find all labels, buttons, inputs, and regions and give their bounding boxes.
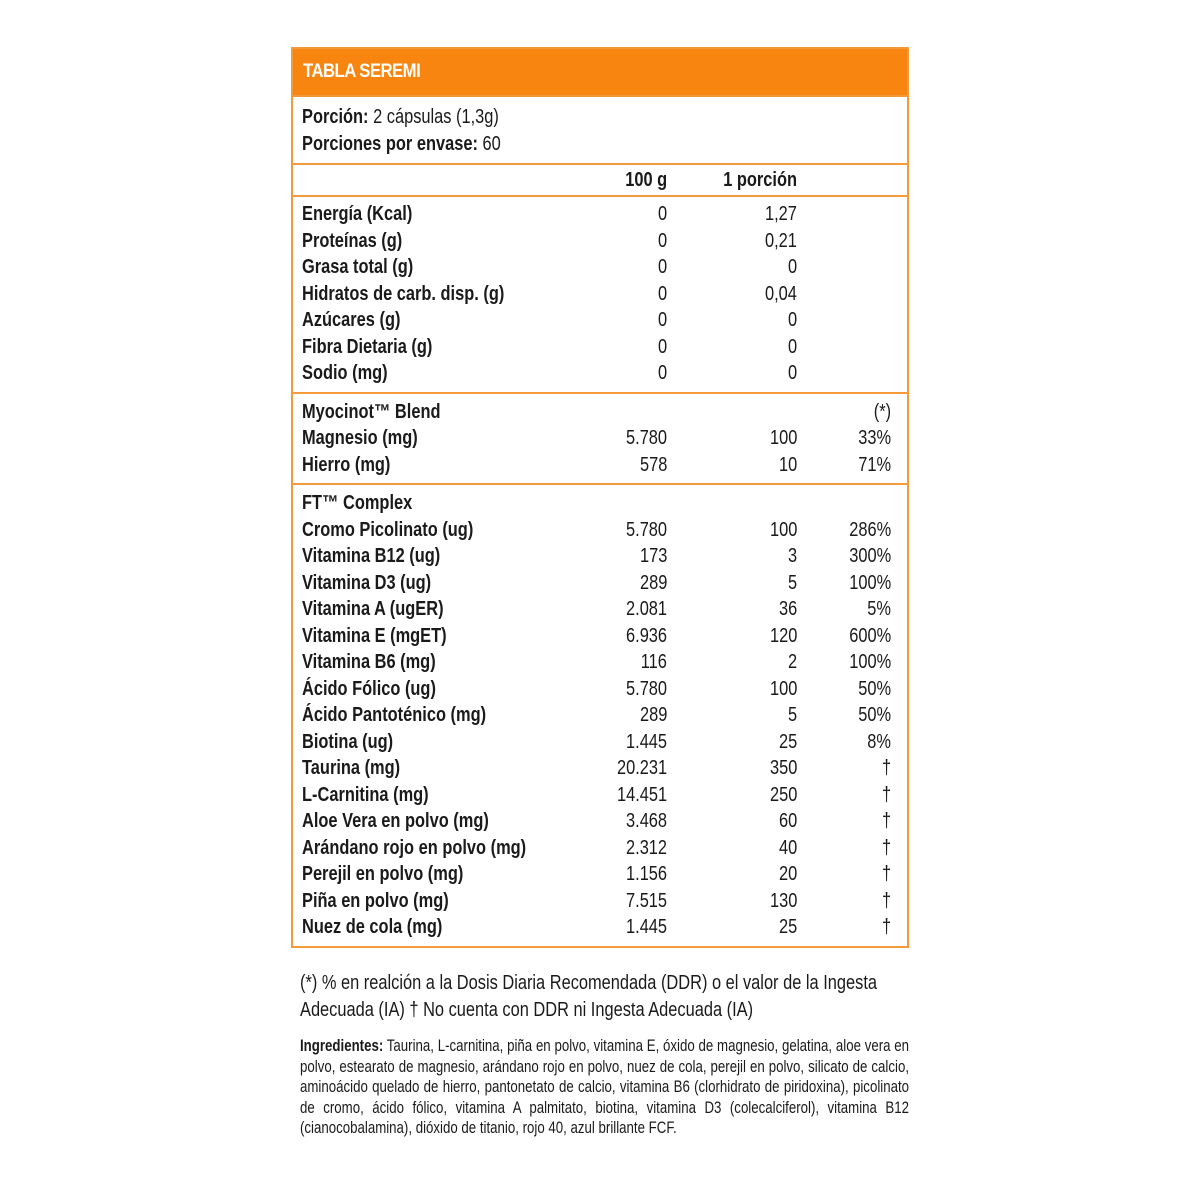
- table-row: [302, 543, 898, 570]
- value-per-portion: 10: [778, 453, 797, 476]
- value-dv: 8%: [867, 730, 891, 753]
- ingredients-label: Ingredientes:: [300, 1036, 384, 1055]
- nutrient-name: L-Carnitina (mg): [302, 783, 429, 806]
- nutrient-name: Proteínas (g): [302, 229, 403, 252]
- value-per100: 1.445: [625, 730, 667, 753]
- value-dv: †: [881, 863, 891, 886]
- table-row: [302, 782, 898, 809]
- table-header: [293, 49, 907, 95]
- complex-section: [293, 483, 907, 946]
- value-per100: 5.780: [625, 677, 667, 700]
- value-dv: †: [881, 757, 891, 780]
- value-per100: 2.312: [625, 836, 667, 859]
- dv-header: (*): [873, 400, 891, 423]
- table-row: [302, 596, 898, 623]
- nutrient-name: Hierro (mg): [302, 453, 391, 476]
- value-dv: †: [881, 889, 891, 912]
- value-per-portion: 100: [769, 427, 797, 450]
- table-row: [302, 835, 898, 862]
- value-per-portion: 0: [787, 309, 797, 332]
- complex-title: FT™ Complex: [302, 492, 413, 515]
- value-per100: 578: [639, 453, 667, 476]
- value-dv: 600%: [849, 624, 891, 647]
- nutrient-name: Sodio (mg): [302, 362, 388, 385]
- nutrient-name: Fibra Dietaria (g): [302, 335, 433, 358]
- nutrient-name: Vitamina D3 (ug): [302, 571, 432, 594]
- value-per-portion: 0,21: [765, 229, 797, 252]
- value-per100: 14.451: [616, 783, 667, 806]
- table-row: [302, 228, 898, 255]
- nutrient-name: Cromo Picolinato (ug): [302, 518, 474, 541]
- blend-title: Myocinot™ Blend: [302, 400, 441, 423]
- table-row: [302, 808, 898, 835]
- nutrient-name: Vitamina E (mgET): [302, 624, 447, 647]
- table-row: [302, 254, 898, 281]
- table-row: [302, 702, 898, 729]
- value-per-portion: 350: [769, 757, 797, 780]
- table-row: [302, 676, 898, 703]
- nutrient-name: Ácido Pantoténico (mg): [302, 704, 487, 727]
- value-dv: 50%: [858, 677, 891, 700]
- nutrient-name: Hidratos de carb. disp. (g): [302, 282, 505, 305]
- col-per100: 100 g: [625, 169, 667, 191]
- nutrient-name: Ácido Fólico (ug): [302, 677, 436, 700]
- value-per-portion: 0: [787, 335, 797, 358]
- servings-label: Porciones por envase:: [302, 132, 478, 155]
- value-per-portion: 250: [769, 783, 797, 806]
- value-per100: 3.468: [625, 810, 667, 833]
- nutrient-name: Taurina (mg): [302, 757, 401, 780]
- value-per-portion: 5: [787, 571, 797, 594]
- value-per-portion: 20: [778, 863, 797, 886]
- value-dv: 286%: [849, 518, 891, 541]
- value-per100: 20.231: [616, 757, 667, 780]
- nutrient-name: Vitamina B12 (ug): [302, 545, 441, 568]
- value-per100: 5.780: [625, 427, 667, 450]
- value-per-portion: 36: [778, 598, 797, 621]
- value-per-portion: 5: [787, 704, 797, 727]
- portion-value: 2 cápsulas (1,3g): [373, 105, 499, 128]
- value-per100: 0: [657, 362, 667, 385]
- nutrient-name: Azúcares (g): [302, 309, 401, 332]
- footnote-text: (*) % en realción a la Dosis Diaria Recomendada (DDR) o el valor de la Ingesta Adecuada (IA) † No cuenta con DDR ni Ingesta Adecuada (IA): [300, 972, 877, 1021]
- value-dv: †: [881, 916, 891, 939]
- value-per100: 7.515: [625, 889, 667, 912]
- value-dv: †: [881, 783, 891, 806]
- value-per100: 0: [657, 256, 667, 279]
- column-headers: [293, 163, 907, 195]
- nutrient-name: Vitamina B6 (mg): [302, 651, 436, 674]
- value-per-portion: 120: [769, 624, 797, 647]
- value-per100: 116: [640, 651, 667, 674]
- value-dv: 300%: [849, 545, 891, 568]
- nutrients-section: [293, 195, 907, 392]
- value-per-portion: 100: [769, 677, 797, 700]
- portion-label: Porción:: [302, 105, 369, 128]
- value-dv: 71%: [858, 453, 891, 476]
- value-dv: †: [881, 836, 891, 859]
- value-per100: 0: [657, 203, 667, 226]
- table-row: [302, 861, 898, 888]
- value-per100: 0: [657, 229, 667, 252]
- servings-value: 60: [482, 132, 501, 155]
- nutrient-name: Nuez de cola (mg): [302, 916, 443, 939]
- value-per100: 5.780: [625, 518, 667, 541]
- value-dv: 50%: [858, 704, 891, 727]
- table-row: [302, 888, 898, 915]
- table-row: [302, 425, 898, 452]
- value-per100: 173: [639, 545, 667, 568]
- value-dv: 33%: [858, 427, 891, 450]
- value-per-portion: 3: [787, 545, 797, 568]
- value-per100: 0: [657, 282, 667, 305]
- value-per100: 289: [639, 704, 667, 727]
- nutrient-name: Vitamina A (ugER): [302, 598, 444, 621]
- col-per-portion: 1 porción: [723, 169, 797, 191]
- value-per-portion: 25: [778, 730, 797, 753]
- nutrient-name: Grasa total (g): [302, 256, 414, 279]
- value-per100: 1.445: [625, 916, 667, 939]
- table-row: [302, 729, 898, 756]
- table-row: [302, 623, 898, 650]
- nutrient-name: Arándano rojo en polvo (mg): [302, 836, 527, 859]
- table-row: [302, 334, 898, 361]
- serving-info: [293, 95, 907, 163]
- value-per-portion: 100: [769, 518, 797, 541]
- value-per-portion: 25: [778, 916, 797, 939]
- value-per-portion: 60: [778, 810, 797, 833]
- blend-section: [293, 392, 907, 484]
- value-per-portion: 130: [769, 889, 797, 912]
- nutrition-table: [291, 47, 909, 948]
- value-per-portion: 0: [787, 362, 797, 385]
- table-row: [302, 307, 898, 334]
- value-per-portion: 0: [787, 256, 797, 279]
- value-per100: 289: [639, 571, 667, 594]
- value-dv: 100%: [849, 651, 891, 674]
- nutrient-name: Energía (Kcal): [302, 203, 413, 226]
- value-per100: 2.081: [625, 598, 667, 621]
- nutrient-name: Perejil en polvo (mg): [302, 863, 464, 886]
- value-dv: 100%: [849, 571, 891, 594]
- nutrient-name: Piña en polvo (mg): [302, 889, 449, 912]
- table-row: [302, 281, 898, 308]
- table-row: [302, 914, 898, 941]
- table-title: TABLA SEREMI: [303, 61, 421, 82]
- ingredients-text: Taurina, L-carnitina, piña en polvo, vitamina E, óxido de magnesio, gelatina, aloe vera en polvo, estearato de magnesio, arándano rojo en polvo, nuez de cola, perejil en polvo, silicato de calcio, aminoácido quelado de hierro, pantonetato de calcio, vitamina B6 (clorhidrato de piridoxina), picolinato de cromo, ácido fólico, vitamina A palmitato, biotina, vitamina D3 (colecalciferol), vitamina B12 (cianocobalamina), dióxido de titanio, rojo 40, azul brillante FCF.: [300, 1036, 910, 1137]
- value-dv: 5%: [867, 598, 891, 621]
- table-row: [302, 452, 898, 479]
- table-row: [302, 517, 898, 544]
- value-dv: †: [881, 810, 891, 833]
- value-per-portion: 40: [778, 836, 797, 859]
- nutrient-name: Magnesio (mg): [302, 427, 418, 450]
- table-row: [302, 649, 898, 676]
- table-row: [302, 755, 898, 782]
- table-row: [302, 570, 898, 597]
- value-per-portion: 1,27: [765, 203, 797, 226]
- nutrient-name: Aloe Vera en polvo (mg): [302, 810, 489, 833]
- value-per100: 6.936: [625, 624, 667, 647]
- nutrient-name: Biotina (ug): [302, 730, 394, 753]
- value-per-portion: 2: [787, 651, 797, 674]
- table-row: [302, 360, 898, 387]
- value-per100: 0: [657, 309, 667, 332]
- value-per-portion: 0,04: [765, 282, 797, 305]
- value-per100: 0: [657, 335, 667, 358]
- footnote: [300, 970, 910, 1024]
- value-per100: 1.156: [625, 863, 667, 886]
- table-row: [302, 201, 898, 228]
- ingredients: [300, 1036, 910, 1139]
